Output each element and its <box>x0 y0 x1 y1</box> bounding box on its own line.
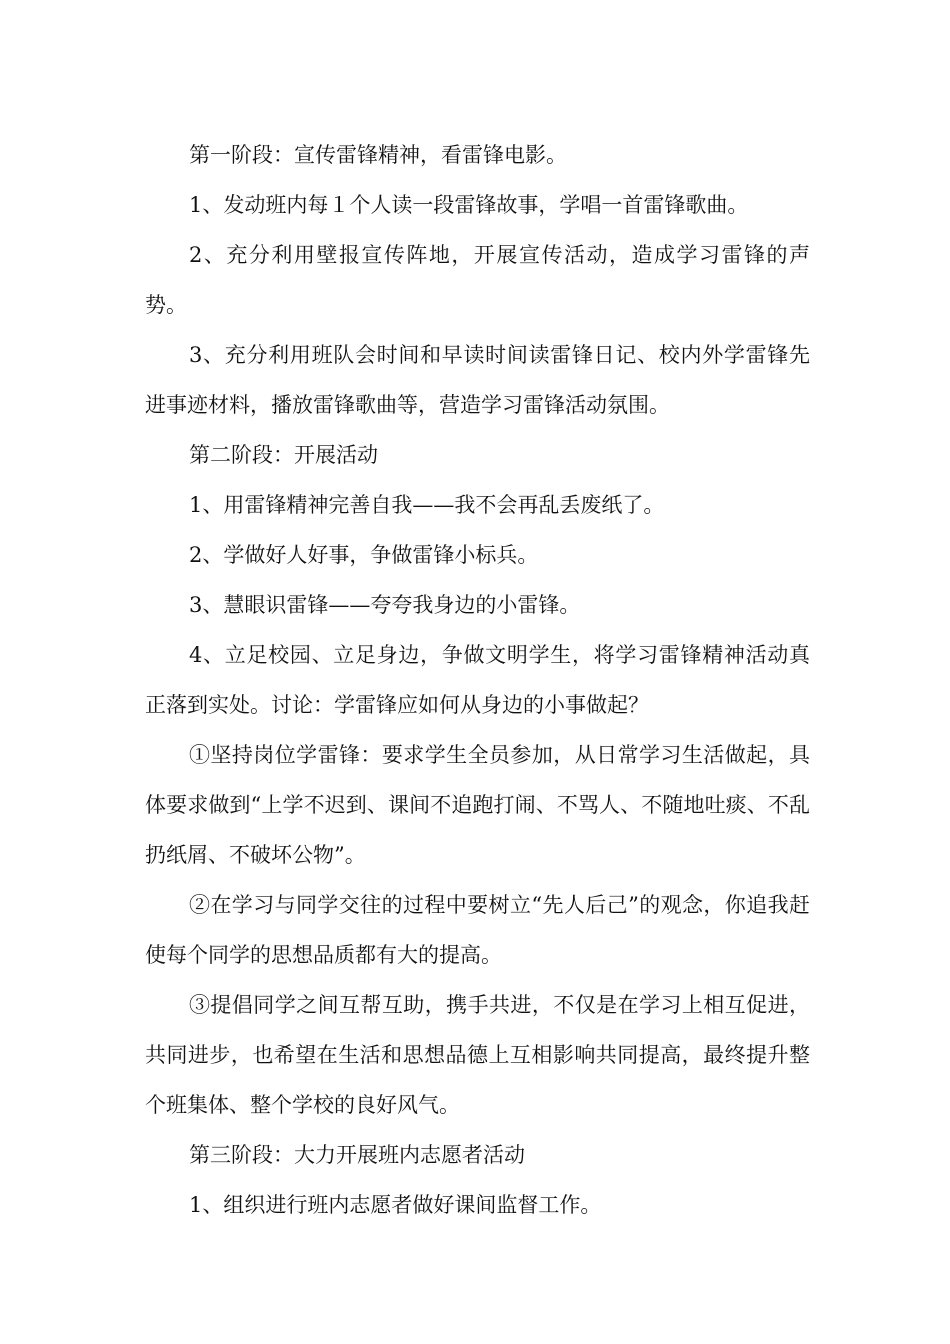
paragraph-item: 4、立足校园、立足身边，争做文明学生，将学习雷锋精神活动真正落到实处。讨论：学雷锋应如何从身边的小事做起？ <box>145 643 810 717</box>
paragraph-item: 1、发动班内每１个人读一段雷锋故事，学唱一首雷锋歌曲。 <box>189 193 749 217</box>
stage-one-heading: 第一阶段：宣传雷锋精神，看雷锋电影。 <box>189 143 567 167</box>
stage-three-heading: 第三阶段：大力开展班内志愿者活动 <box>189 1143 525 1167</box>
stage-two-heading: 第二阶段：开展活动 <box>189 443 378 467</box>
paragraph-item: 3、充分利用班队会时间和早读时间读雷锋日记、校内外学雷锋先进事迹材料，播放雷锋歌曲等，营造学习雷锋活动氛围。 <box>145 343 810 417</box>
paragraph-item: ③提倡同学之间互帮互助，携手共进，不仅是在学习上相互促进，共同进步，也希望在生活和思想品德上互相影响共同提高，最终提升整个班集体、整个学校的良好风气。 <box>145 993 810 1117</box>
paragraph-item: 3、慧眼识雷锋——夸夸我身边的小雷锋。 <box>189 593 581 617</box>
paragraph-item: 2、学做好人好事，争做雷锋小标兵。 <box>189 543 539 567</box>
paragraph-item: 1、用雷锋精神完善自我——我不会再乱丢废纸了。 <box>189 493 665 517</box>
paragraph-item: ②在学习与同学交往的过程中要树立“先人后己”的观念，你追我赶使每个同学的思想品质都有大的提高。 <box>145 893 810 967</box>
document-body <box>145 130 810 1230</box>
paragraph-item: 1、组织进行班内志愿者做好课间监督工作。 <box>189 1193 602 1217</box>
paragraph-item: 2、充分利用壁报宣传阵地，开展宣传活动，造成学习雷锋的声势。 <box>145 243 810 317</box>
paragraph-item: ①坚持岗位学雷锋：要求学生全员参加，从日常学习生活做起，具体要求做到“上学不迟到、课间不追跑打闹、不骂人、不随地吐痰、不乱扔纸屑、不破坏公物”。 <box>145 743 810 867</box>
